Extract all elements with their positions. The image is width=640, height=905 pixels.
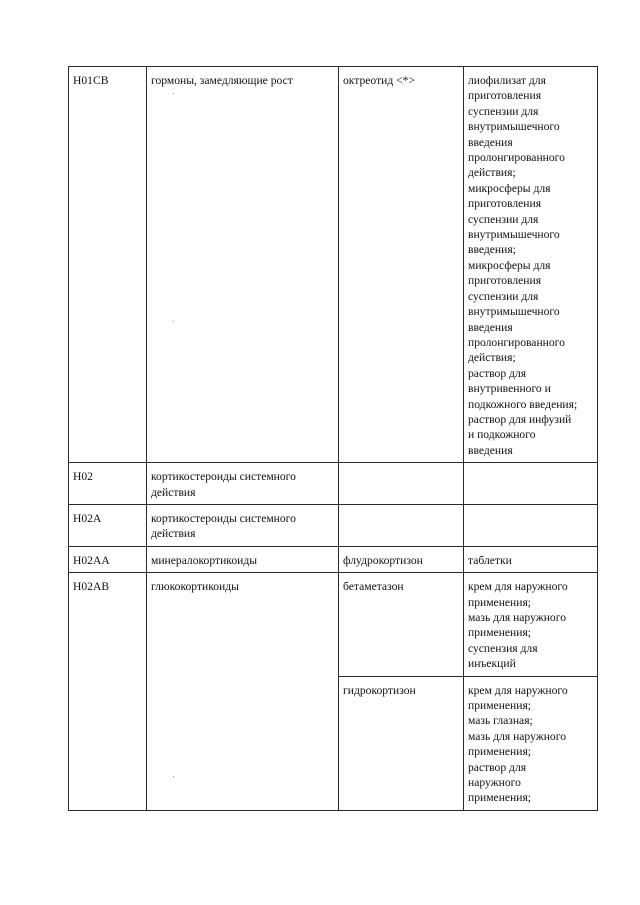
form-line: введения; [468,243,516,257]
form-line: суспензии для [468,212,539,226]
drug-cell [339,463,464,505]
scan-speck [173,93,174,94]
form-line: раствор для [468,366,527,380]
form-line: крем для наружного [468,580,568,594]
table-row [69,67,598,463]
dosage-form-cell: таблетки [464,546,598,572]
form-line: приготовления [468,197,542,211]
form-line: мазь глазная; [468,714,533,728]
form-line: внутримышечного [468,305,560,319]
form-line: микросферы для [468,258,551,272]
group-cell: гормоны, замедляющие рост [147,67,339,463]
form-line: внутримышечного [468,228,560,242]
table-row [69,546,598,572]
drug-cell: гидрокортизон [339,676,464,810]
form-line: раствор для [468,760,527,774]
group-cell [147,463,339,505]
group-line: кортикостероиды системного [151,511,296,525]
form-line: введения [468,320,513,334]
form-line: суспензия для [468,641,538,655]
form-line: применения; [468,626,532,640]
form-line: приготовления [468,274,542,288]
group-cell: глюкокортикоиды [147,573,339,811]
group-cell [147,504,339,546]
form-line: наружного [468,776,521,790]
group-line: действия [151,485,196,499]
form-line: действия; [468,166,516,180]
dosage-form-cell [464,67,598,463]
atc-code-cell: H02AA [69,546,147,572]
form-line: раствор для инфузий [468,412,572,426]
table-row [69,573,598,676]
drug-cell [339,504,464,546]
form-line: введения [468,135,513,149]
form-line: действия; [468,351,516,365]
drug-cell: октреотид <*> [339,67,464,463]
group-line: действия [151,527,196,541]
form-line: применения; [468,791,532,805]
dosage-form-cell [464,463,598,505]
form-line: подкожного введения; [468,397,578,411]
form-line: пролонгированного [468,335,565,349]
form-line: внутривенного и [468,382,551,396]
drug-cell: флудрокортизон [339,546,464,572]
form-line: суспензии для [468,289,539,303]
form-line: приготовления [468,89,542,103]
dosage-form-cell [464,573,598,676]
form-line: мазь для наружного [468,611,566,624]
form-line: инъекций [468,657,516,671]
form-line: пролонгированного [468,151,565,165]
form-line: крем для наружного [468,683,568,697]
form-line: мазь для наружного [468,729,566,743]
drug-cell: бетаметазон [339,573,464,676]
form-line: применения; [468,699,532,713]
group-cell: минералокортикоиды [147,546,339,572]
atc-code-cell: H02 [69,463,147,505]
dosage-form-cell [464,504,598,546]
dosage-form-cell [464,676,598,810]
form-line: применения; [468,595,532,609]
form-line: введения [468,443,513,457]
form-line: лиофилизат для [468,74,546,87]
table-row [69,504,598,546]
form-line: внутримышечного [468,120,560,134]
atc-code-cell: H02AB [69,573,147,811]
atc-code-cell: H01CB [69,67,147,463]
scan-speck [173,776,174,777]
form-line: микросферы для [468,181,551,195]
form-line: применения; [468,745,532,759]
group-line: кортикостероиды системного [151,470,296,484]
table-row [69,463,598,505]
form-line: и подкожного [468,428,536,442]
medicines-table [68,66,598,811]
form-line: суспензии для [468,104,539,118]
atc-code-cell: H02A [69,504,147,546]
scan-speck [173,321,174,322]
